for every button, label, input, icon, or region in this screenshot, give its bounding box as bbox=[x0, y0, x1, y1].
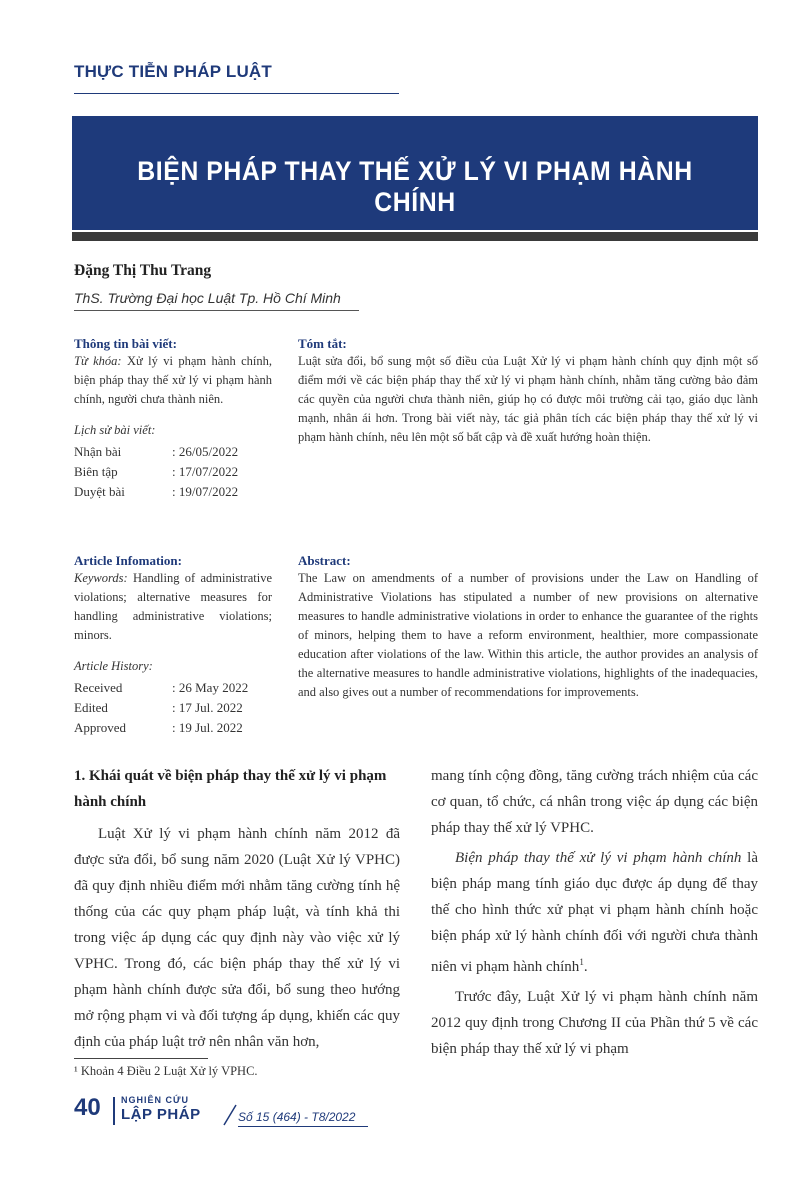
body-paragraph: Luật Xử lý vi phạm hành chính năm 2012 đã được sửa đổi, bổ sung năm 2020 (Luật Xử lý VPHC) đã quy định nhiều điểm mới nhằm tăng cường tính hệ thống của các quy phạm pháp luật, và tính khả thi trong việc áp dụng các quy định này vào việc xử lý VPHC. Trong đó, các biện pháp thay thế xử lý vi phạm hành chính được sửa đổi, bổ sung theo hướng mở rộng phạm vi và đối tượng áp dụng, khiến các quy định của pháp luật trở nên nhân văn hơn, bbox=[74, 826, 400, 1050]
history-list-en bbox=[74, 678, 272, 738]
section-heading: 1. Khái quát về biện pháp thay thế xử lý vi phạm hành chính bbox=[74, 768, 387, 810]
affiliation-divider bbox=[74, 310, 359, 311]
keywords-block-en bbox=[74, 569, 272, 645]
footnote: ¹ Khoản 4 Điều 2 Luật Xử lý VPHC. bbox=[74, 1064, 258, 1078]
page-number: 40 bbox=[74, 1094, 101, 1121]
history-row: Approved : 19 Jul. 2022 bbox=[74, 720, 243, 735]
keywords-label: Từ khóa: bbox=[74, 354, 122, 368]
footnote-divider bbox=[74, 1058, 208, 1059]
title-banner bbox=[72, 116, 758, 230]
keywords-block bbox=[74, 352, 272, 409]
keywords-label-en: Keywords: bbox=[74, 571, 128, 585]
journal-logo-top: NGHIÊN CỨU bbox=[121, 1095, 189, 1105]
article-info-en bbox=[74, 553, 272, 738]
section-divider bbox=[74, 93, 399, 94]
issue-underline bbox=[238, 1126, 368, 1127]
footer-divider bbox=[113, 1097, 115, 1125]
info-label: Thông tin bài viết: bbox=[74, 336, 177, 351]
history-row: Biên tập : 17/07/2022 bbox=[74, 464, 239, 479]
journal-logo-bottom: LẬP PHÁP bbox=[121, 1106, 201, 1123]
section-label: THỰC TIỄN PHÁP LUẬT bbox=[74, 62, 272, 81]
summary-vi bbox=[298, 336, 758, 447]
body-paragraph: Trước đây, Luật Xử lý vi phạm hành chính năm 2012 quy định trong Chương II của Phần thứ 5 về các biện pháp thay thế xử lý vi phạm bbox=[431, 989, 758, 1057]
body-paragraph: mang tính cộng đồng, tăng cường trách nhiệm của các cơ quan, tổ chức, cá nhân trong việc áp dụng các biện pháp thay thế xử lý VPHC. bbox=[431, 768, 758, 836]
history-label-en: Article History: bbox=[74, 659, 153, 673]
keywords-text-en: Handling of administrative violations; alternative measures for handling administrative violations; minors. bbox=[74, 571, 272, 642]
footnote-ref: 1 bbox=[579, 957, 584, 967]
history-label: Lịch sử bài viết: bbox=[74, 423, 156, 437]
history-row: Received : 26 May 2022 bbox=[74, 680, 249, 695]
summary-label: Tóm tắt: bbox=[298, 336, 347, 351]
author-affiliation: ThS. Trường Đại học Luật Tp. Hồ Chí Minh bbox=[74, 290, 341, 306]
body-right-column bbox=[431, 763, 758, 1062]
history-list bbox=[74, 442, 272, 502]
info-label-en: Article Infomation: bbox=[74, 553, 182, 568]
article-info-vi bbox=[74, 336, 272, 502]
abstract-label: Abstract: bbox=[298, 553, 351, 568]
keywords-text: Xử lý vi phạm hành chính, biện pháp thay thế xử lý vi phạm hành chính, người chưa thành niên. bbox=[74, 354, 273, 406]
history-row: Nhận bài : 26/05/2022 bbox=[74, 444, 239, 459]
defined-term: Biện pháp thay thế xử lý vi phạm hành chính bbox=[455, 850, 742, 866]
body-left-column bbox=[74, 763, 400, 1055]
author-name: Đặng Thị Thu Trang bbox=[74, 262, 212, 279]
history-row: Duyệt bài : 19/07/2022 bbox=[74, 484, 239, 499]
abstract-en bbox=[298, 553, 758, 702]
issue-info: Số 15 (464) - T8/2022 bbox=[238, 1110, 356, 1124]
summary-text: Luật sửa đổi, bổ sung một số điều của Luật Xử lý vi phạm hành chính quy định một số điểm mới về các biện pháp thay thế xử lý vi phạm hành chính, nhằm tăng cường bảo đảm các quyền của người chưa thành niên, giúp họ có được môi trường cải tạo, giáo dục lành mạnh, nhân ái hơn. Trong bài viết này, tác giả phân tích các biện pháp thay thế xử lý vi phạm hành chính, nêu lên một số bất cập và đề xuất hướng hoàn thiện. bbox=[298, 354, 758, 444]
article-title: BIỆN PHÁP THAY THẾ XỬ LÝ VI PHẠM HÀNH CHÍNH bbox=[137, 156, 693, 217]
slash-divider-icon bbox=[222, 1104, 238, 1126]
banner-shadow-bar bbox=[72, 232, 758, 241]
body-paragraph-definition: Biện pháp thay thế xử lý vi phạm hành chính là biện pháp mang tính giáo dục được áp dụng để thay thế cho hình thức xử phạt vi phạm hành chính hoặc biện pháp xử lý hành chính đối với người chưa thành niên vi phạm hành chính$^1$. bbox=[431, 850, 759, 975]
history-row: Edited : 17 Jul. 2022 bbox=[74, 700, 243, 715]
abstract-text: The Law on amendments of a number of provisions under the Law on Handling of Administrative Violations has stipulated a number of new provisions on alternative measures to handle administrative violations in order to enhance the guarantee of the rights of minors, helping them to have a reform environment, healthier, more compassionate education after violations of the law. Within this article, the author provides an analysis of the alternative measures to handle administrative violations, highlights of the inadequacies, and also gives out a number of recommendations for improvements. bbox=[298, 571, 758, 699]
